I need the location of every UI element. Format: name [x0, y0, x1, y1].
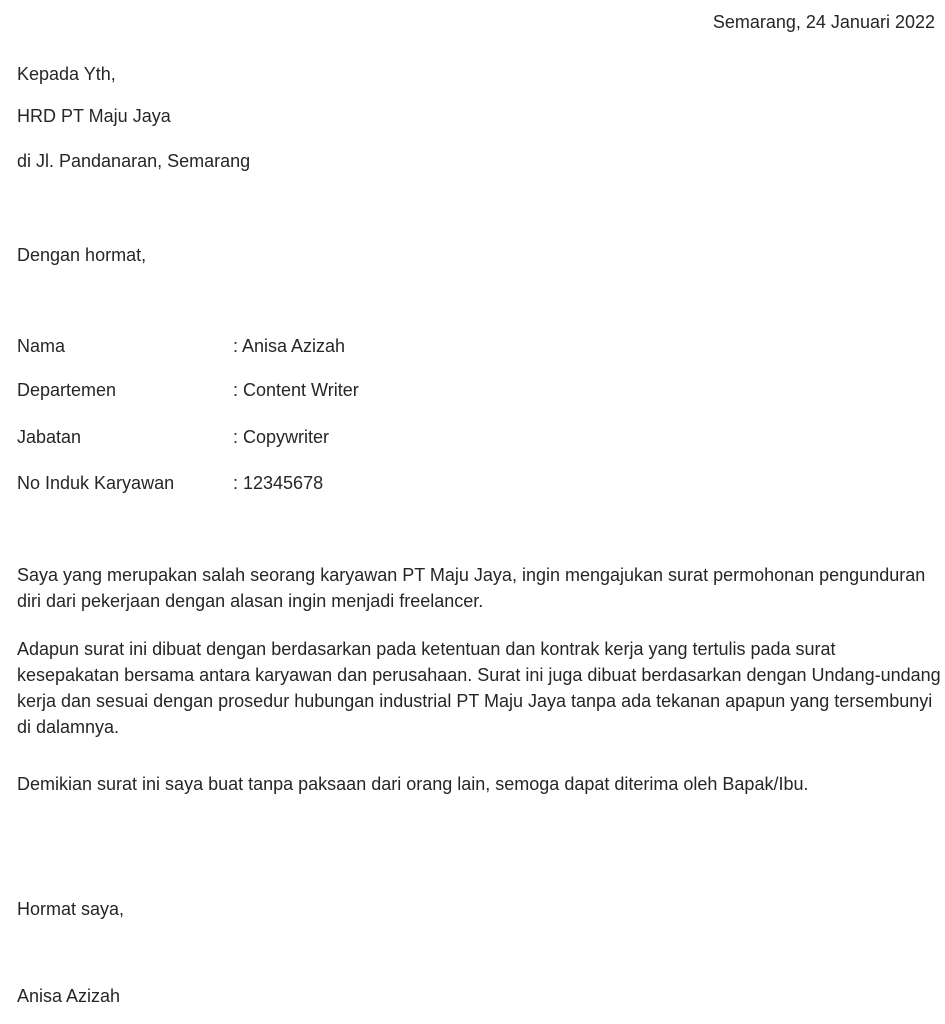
field-label: Departemen	[17, 380, 117, 400]
field-label: Jabatan	[17, 427, 82, 447]
closing: Hormat saya,	[17, 899, 125, 919]
body-paragraph: Demikian surat ini saya buat tanpa paksaan dari orang lain, semoga dapat diterima oleh Bapak/Ibu.	[17, 774, 809, 794]
body-paragraph: Adapun surat ini dibuat dengan berdasarkan pada ketentuan dan kontrak kerja yang tertulis pada surat kesepakatan bersama antara karyawan dan perusahaan. Surat ini juga dibuat berdasarkan dengan Undang-undang kerja dan sesuai dengan prosedur hubungan industrial PT Maju Jaya tanpa ada tekanan apapun yang tersembunyi di dalamnya.	[17, 639, 941, 737]
letter-date: Semarang, 24 Januari 2022	[712, 12, 935, 32]
field-value: : 12345678	[233, 473, 324, 493]
field-label: No Induk Karyawan	[17, 473, 175, 493]
greeting: Dengan hormat,	[17, 245, 147, 265]
field-label: Nama	[17, 336, 66, 356]
recipient-line-3: di Jl. Pandanaran, Semarang	[17, 151, 251, 171]
recipient-line-2: HRD PT Maju Jaya	[17, 106, 171, 126]
field-value: : Anisa Azizah	[233, 336, 346, 356]
recipient-line-1: Kepada Yth,	[17, 64, 116, 84]
field-value: : Content Writer	[233, 380, 359, 400]
signature-name: Anisa Azizah	[17, 986, 121, 1006]
body-paragraph: Saya yang merupakan salah seorang karyawan PT Maju Jaya, ingin mengajukan surat permohonan pengunduran diri dari pekerjaan dengan alasan ingin menjadi freelancer.	[17, 565, 926, 611]
field-value: : Copywriter	[233, 427, 330, 447]
